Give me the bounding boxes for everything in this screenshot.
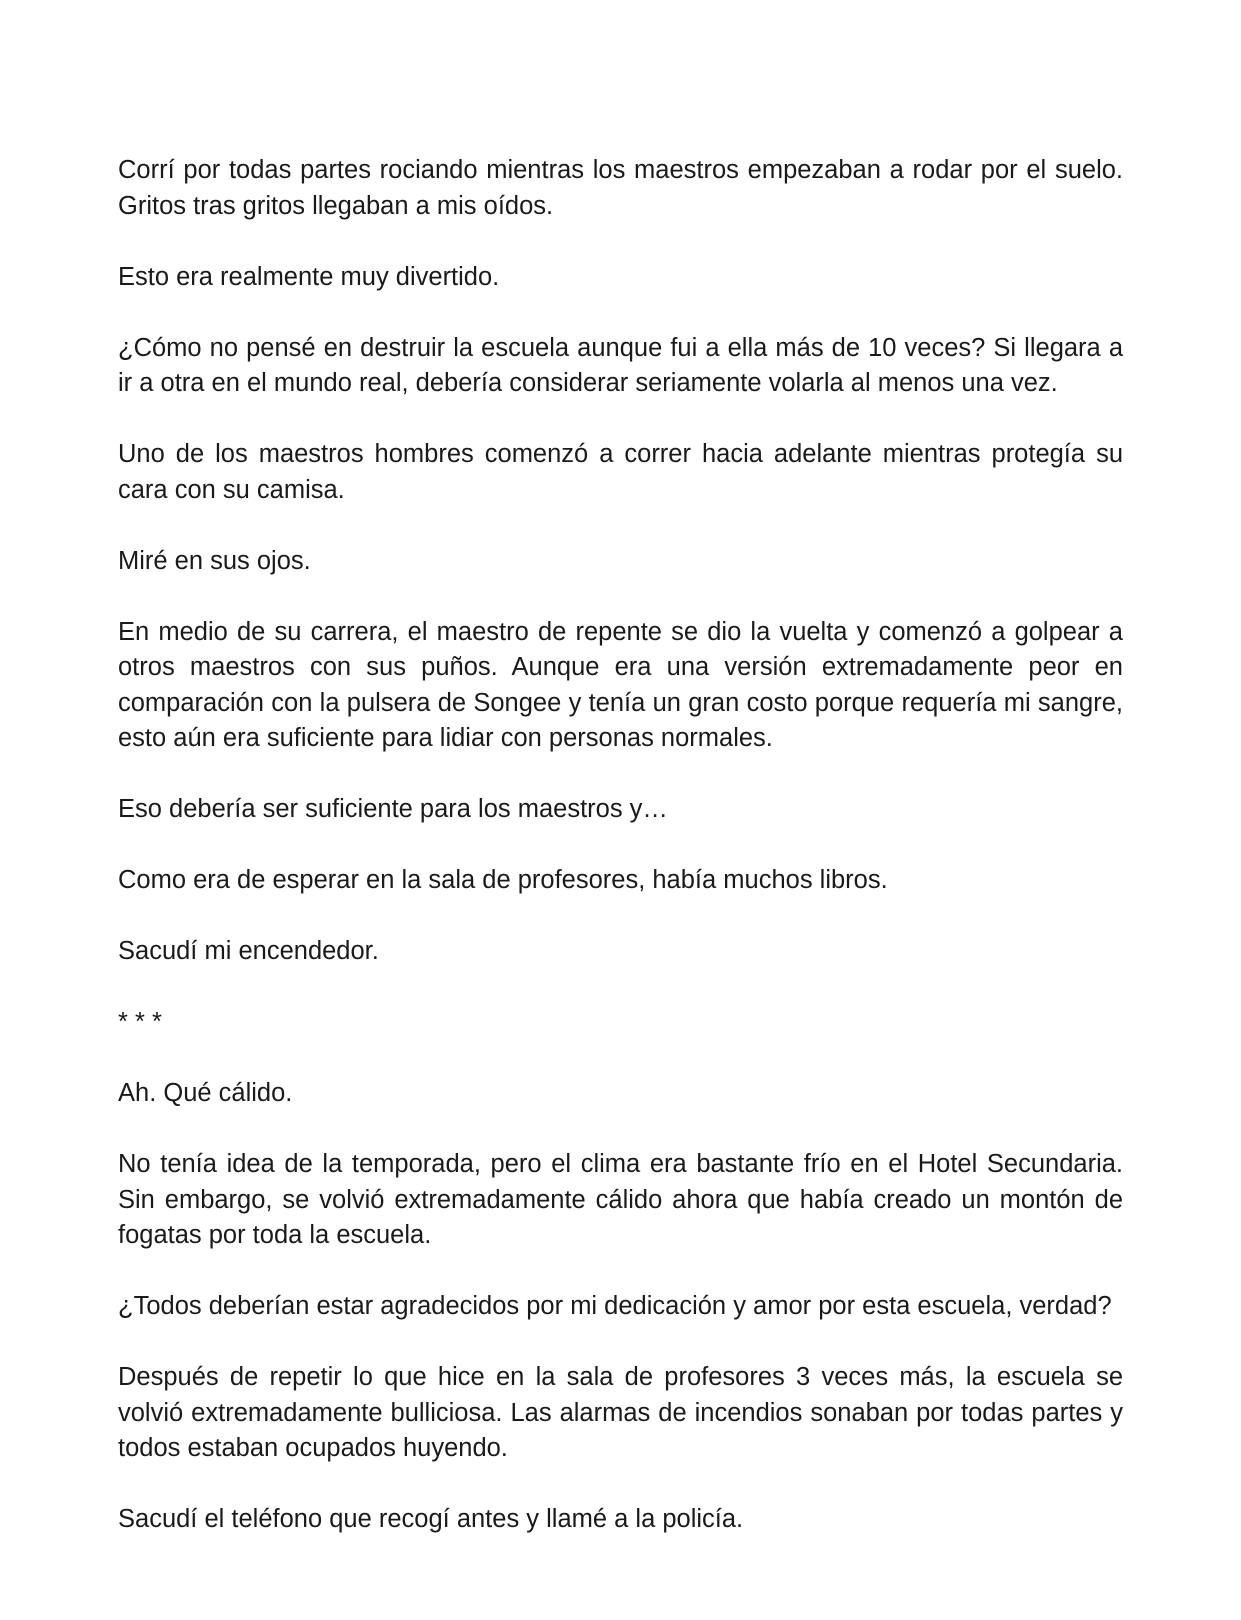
paragraph: Sacudí el teléfono que recogí antes y llamé a la policía.: [118, 1505, 744, 1533]
paragraph: Eso debería ser suficiente para los maestros y…: [118, 795, 668, 823]
paragraph: En medio de su carrera, el maestro de repente se dio la vuelta y comenzó a golpear a otros maestros con sus puños. Aunque era una versión extremadamente peor en comparación con la pulsera de Songee y tenía un gran costo porque requería mi sangre, esto aún era suficiente para lidiar con personas normales.: [118, 617, 1123, 752]
document-body: [118, 153, 1123, 1573]
paragraph: Después de repetir lo que hice en la sala de profesores 3 veces más, la escuela se volvió extremadamente bulliciosa. Las alarmas de incendios sonaban por todas partes y todos estaban ocupados huyendo.: [118, 1363, 1123, 1462]
paragraph: Esto era realmente muy divertido.: [118, 262, 500, 291]
paragraph: Ah. Qué cálido.: [118, 1079, 293, 1107]
paragraph: Como era de esperar en la sala de profesores, había muchos libros.: [118, 866, 888, 894]
scene-break: * * *: [118, 1008, 162, 1036]
paragraph: Corrí por todas partes rociando mientras los maestros empezaban a rodar por el suelo. Gritos tras gritos llegaban a mis oídos.: [118, 156, 1123, 220]
paragraph: Sacudí mi encendedor.: [118, 937, 379, 965]
paragraph: ¿Cómo no pensé en destruir la escuela aunque fui a ella más de 10 veces? Si llegara a ir a otra en el mundo real, debería considerar seriamente volarla al menos una vez.: [118, 333, 1123, 397]
paragraph: Uno de los maestros hombres comenzó a correr hacia adelante mientras protegía su cara con su camisa.: [118, 440, 1123, 504]
paragraph: ¿Todos deberían estar agradecidos por mi dedicación y amor por esta escuela, verdad?: [118, 1292, 1112, 1320]
paragraph: Miré en sus ojos.: [118, 546, 311, 575]
paragraph: No tenía idea de la temporada, pero el clima era bastante frío en el Hotel Secundaria. Sin embargo, se volvió extremadamente cálido ahora que había creado un montón de fogatas por toda la escuela.: [118, 1150, 1123, 1249]
